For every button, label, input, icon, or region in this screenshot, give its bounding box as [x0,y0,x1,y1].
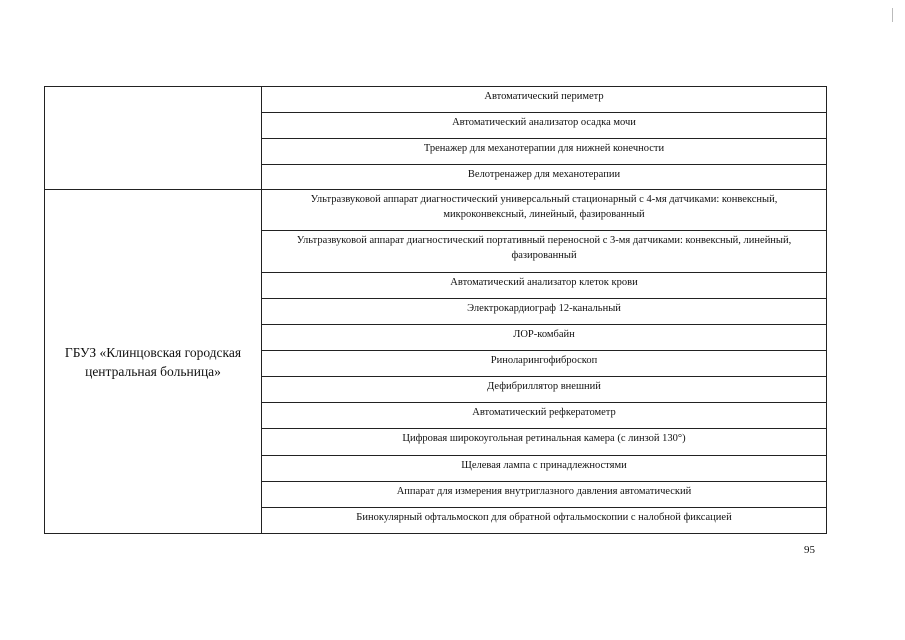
page-number: 95 [804,544,815,556]
equipment-item: Ультразвуковой аппарат диагностический универсальный стационарный с 4-мя датчиками: конвексный, микроконвексный, линейный, фазированный [262,190,827,231]
equipment-item: Тренажер для механотерапии для нижней конечности [262,139,827,165]
equipment-item: Автоматический анализатор клеток крови [262,273,827,299]
table-row [45,87,827,113]
equipment-item: Риноларингофиброскоп [262,351,827,377]
equipment-item: Бинокулярный офтальмоскоп для обратной офтальмоскопии с налобной фиксацией [262,508,827,534]
equipment-item: Цифровая широкоугольная ретинальная камера (с линзой 130°) [262,429,827,456]
equipment-item: Велотренажер для механотерапии [262,165,827,190]
equipment-item: Автоматический периметр [262,87,827,113]
equipment-item: Автоматический анализатор осадка мочи [262,113,827,139]
organization-cell-empty [45,87,262,190]
equipment-item: Электрокардиограф 12-канальный [262,299,827,325]
scan-mark [892,8,893,22]
equipment-item: ЛОР-комбайн [262,325,827,351]
equipment-table [44,86,827,534]
equipment-item: Дефибриллятор внешний [262,377,827,403]
equipment-item: Ультразвуковой аппарат диагностический портативный переносной с 3-мя датчиками: конвексный, линейный, фазированный [262,231,827,273]
organization-name: ГБУЗ «Клинцовская городская центральная больница» [45,190,262,534]
table-row [45,190,827,231]
equipment-item: Автоматический рефкератометр [262,403,827,429]
equipment-item: Аппарат для измерения внутриглазного давления автоматический [262,482,827,508]
equipment-item: Щелевая лампа с принадлежностями [262,456,827,482]
